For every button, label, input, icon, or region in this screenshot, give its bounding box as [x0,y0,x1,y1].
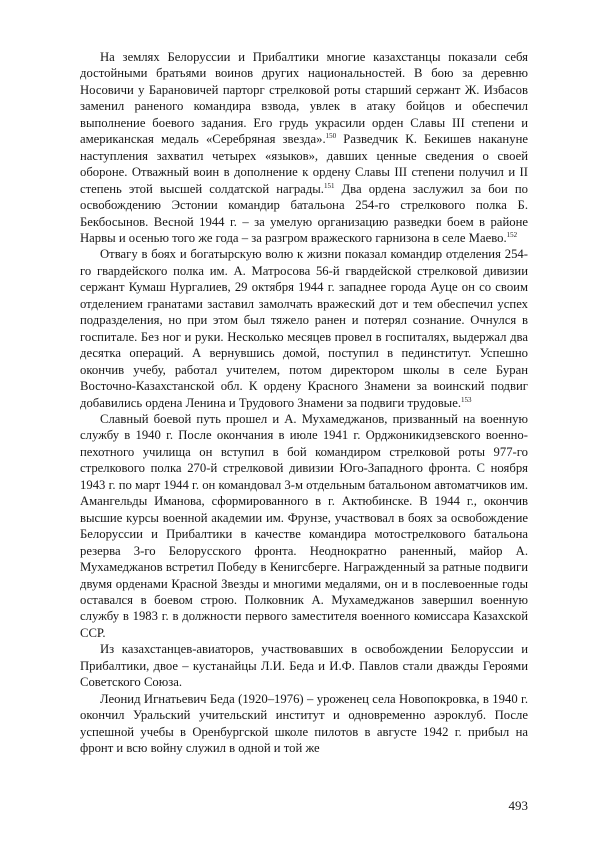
paragraph-text: Разведчик К. Бекишев накануне наступления захватил четырех «языков», давших ценные сведения о своей обороне. Отважный воин в дополнение к ордену Славы III степени получил и II степень этой высшей солдатской награды. [80,132,528,196]
paragraph [80,691,528,757]
paragraph-text: Отвагу в боях и богатырскую волю к жизни показал командир отделения 254-го гвардейского полка им. А. Матросова 56-й гвардейской стрелковой дивизии сержант Кумаш Нургалиев, 29 октября 1944 г. западнее города Ауце он со своим отделением гранатами заставил замолчать вражеский дот и тем обеспечил успех подразделения, но при этом был тяжело ранен и потерял сознание. Очнулся в госпитале. Без ног и руки. Несколько месяцев провел в госпиталях, выдержал два десятка операций. А вернувшись домой, поступил в пединститут. Успешно окончив учебу, работал учителем, потом директором школы в селе Буран Восточно-Казахстанской обл. К ордену Красного Знамени за воинский подвиг добавились ордена Ленина и Трудового Знамени за подвиги трудовые. [80,247,528,410]
paragraph-text: Из казахстанцев-авиаторов, участвовавших в освобождении Белоруссии и Прибалтики, двое – кустанайцы Л.И. Беда и И.Ф. Павлов стали дважды Героями Советского Союза. [80,642,528,690]
paragraph-text: Славный боевой путь прошел и А. Мухамеджанов, призванный на военную службу в 1940 г. После окончания в июле 1941 г. Орджоникидзевского военно-пехотного училища он вступил в бой командиром стрелковой роты 977-го стрелкового полка 270-й стрелковой дивизии Юго-Западного фронта. С ноября 1943 г. по март 1944 г. он командовал 3-м отдельным батальоном автоматчиков им. Амангельды Иманова, сформированного в г. Актюбинске. В 1944 г., окончив высшие курсы военной академии им. Фрунзе, участвовал в боях за освобождение Белоруссии и Прибалтики в качестве командира мотострелкового батальона резерва 3-го Белорусского фронта. Неоднократно раненный, майор А. Мухамеджанов встретил Победу в Кенигсберге. Награжденный за ратные подвиги двумя орденами Красной Звезды и многими медалями, он и в послевоенные годы оставался в боевом строю. Полковник А. Мухамеджанов завершил военную службу в 1983 г. в должности первого заместителя военного комиссара Казахской ССР. [80,411,528,640]
paragraph [80,49,528,246]
page-number: 493 [508,798,528,813]
footnote-marker: 151 [323,181,335,190]
body-text [80,49,528,756]
footnote-marker: 150 [325,132,337,141]
footnote-marker: 152 [506,230,518,239]
footnote-marker: 153 [461,395,472,404]
paragraph-text: Два ордена заслужил за бои по освобождению Эстонии командир батальона 254-го стрелкового полка Б. Бекбосынов. Весной 1944 г. – за умелую организацию разведки боем в районе Нарвы и осенью того же года – за разгром вражеского гарнизона в селе Маево. [80,181,528,245]
paragraph [80,246,528,411]
paragraph-text: На землях Белоруссии и Прибалтики многие казахстанцы показали себя достойными братьями воинов других национальностей. В бою за деревню Носовичи у Барановичей парторг стрелковой роты старший сержант Ж. Избасов заменил раненого командира взвода, увлек в атаку бойцов и обеспечил выполнение боевого задания. Его грудь украсили орден Славы III степени и американская медаль «Серебряная звезда». [80,50,528,147]
paragraph [80,411,528,641]
paragraph-text: Леонид Игнатьевич Беда (1920–1976) – уроженец села Новопокровка, в 1940 г. окончил Уральский учительский институт и одновременно аэроклуб. После успешной учебы в Оренбургской школе пилотов в августе 1942 г. прибыл на фронт и всю войну служил в одной и той же [80,691,528,756]
paragraph [80,641,528,690]
